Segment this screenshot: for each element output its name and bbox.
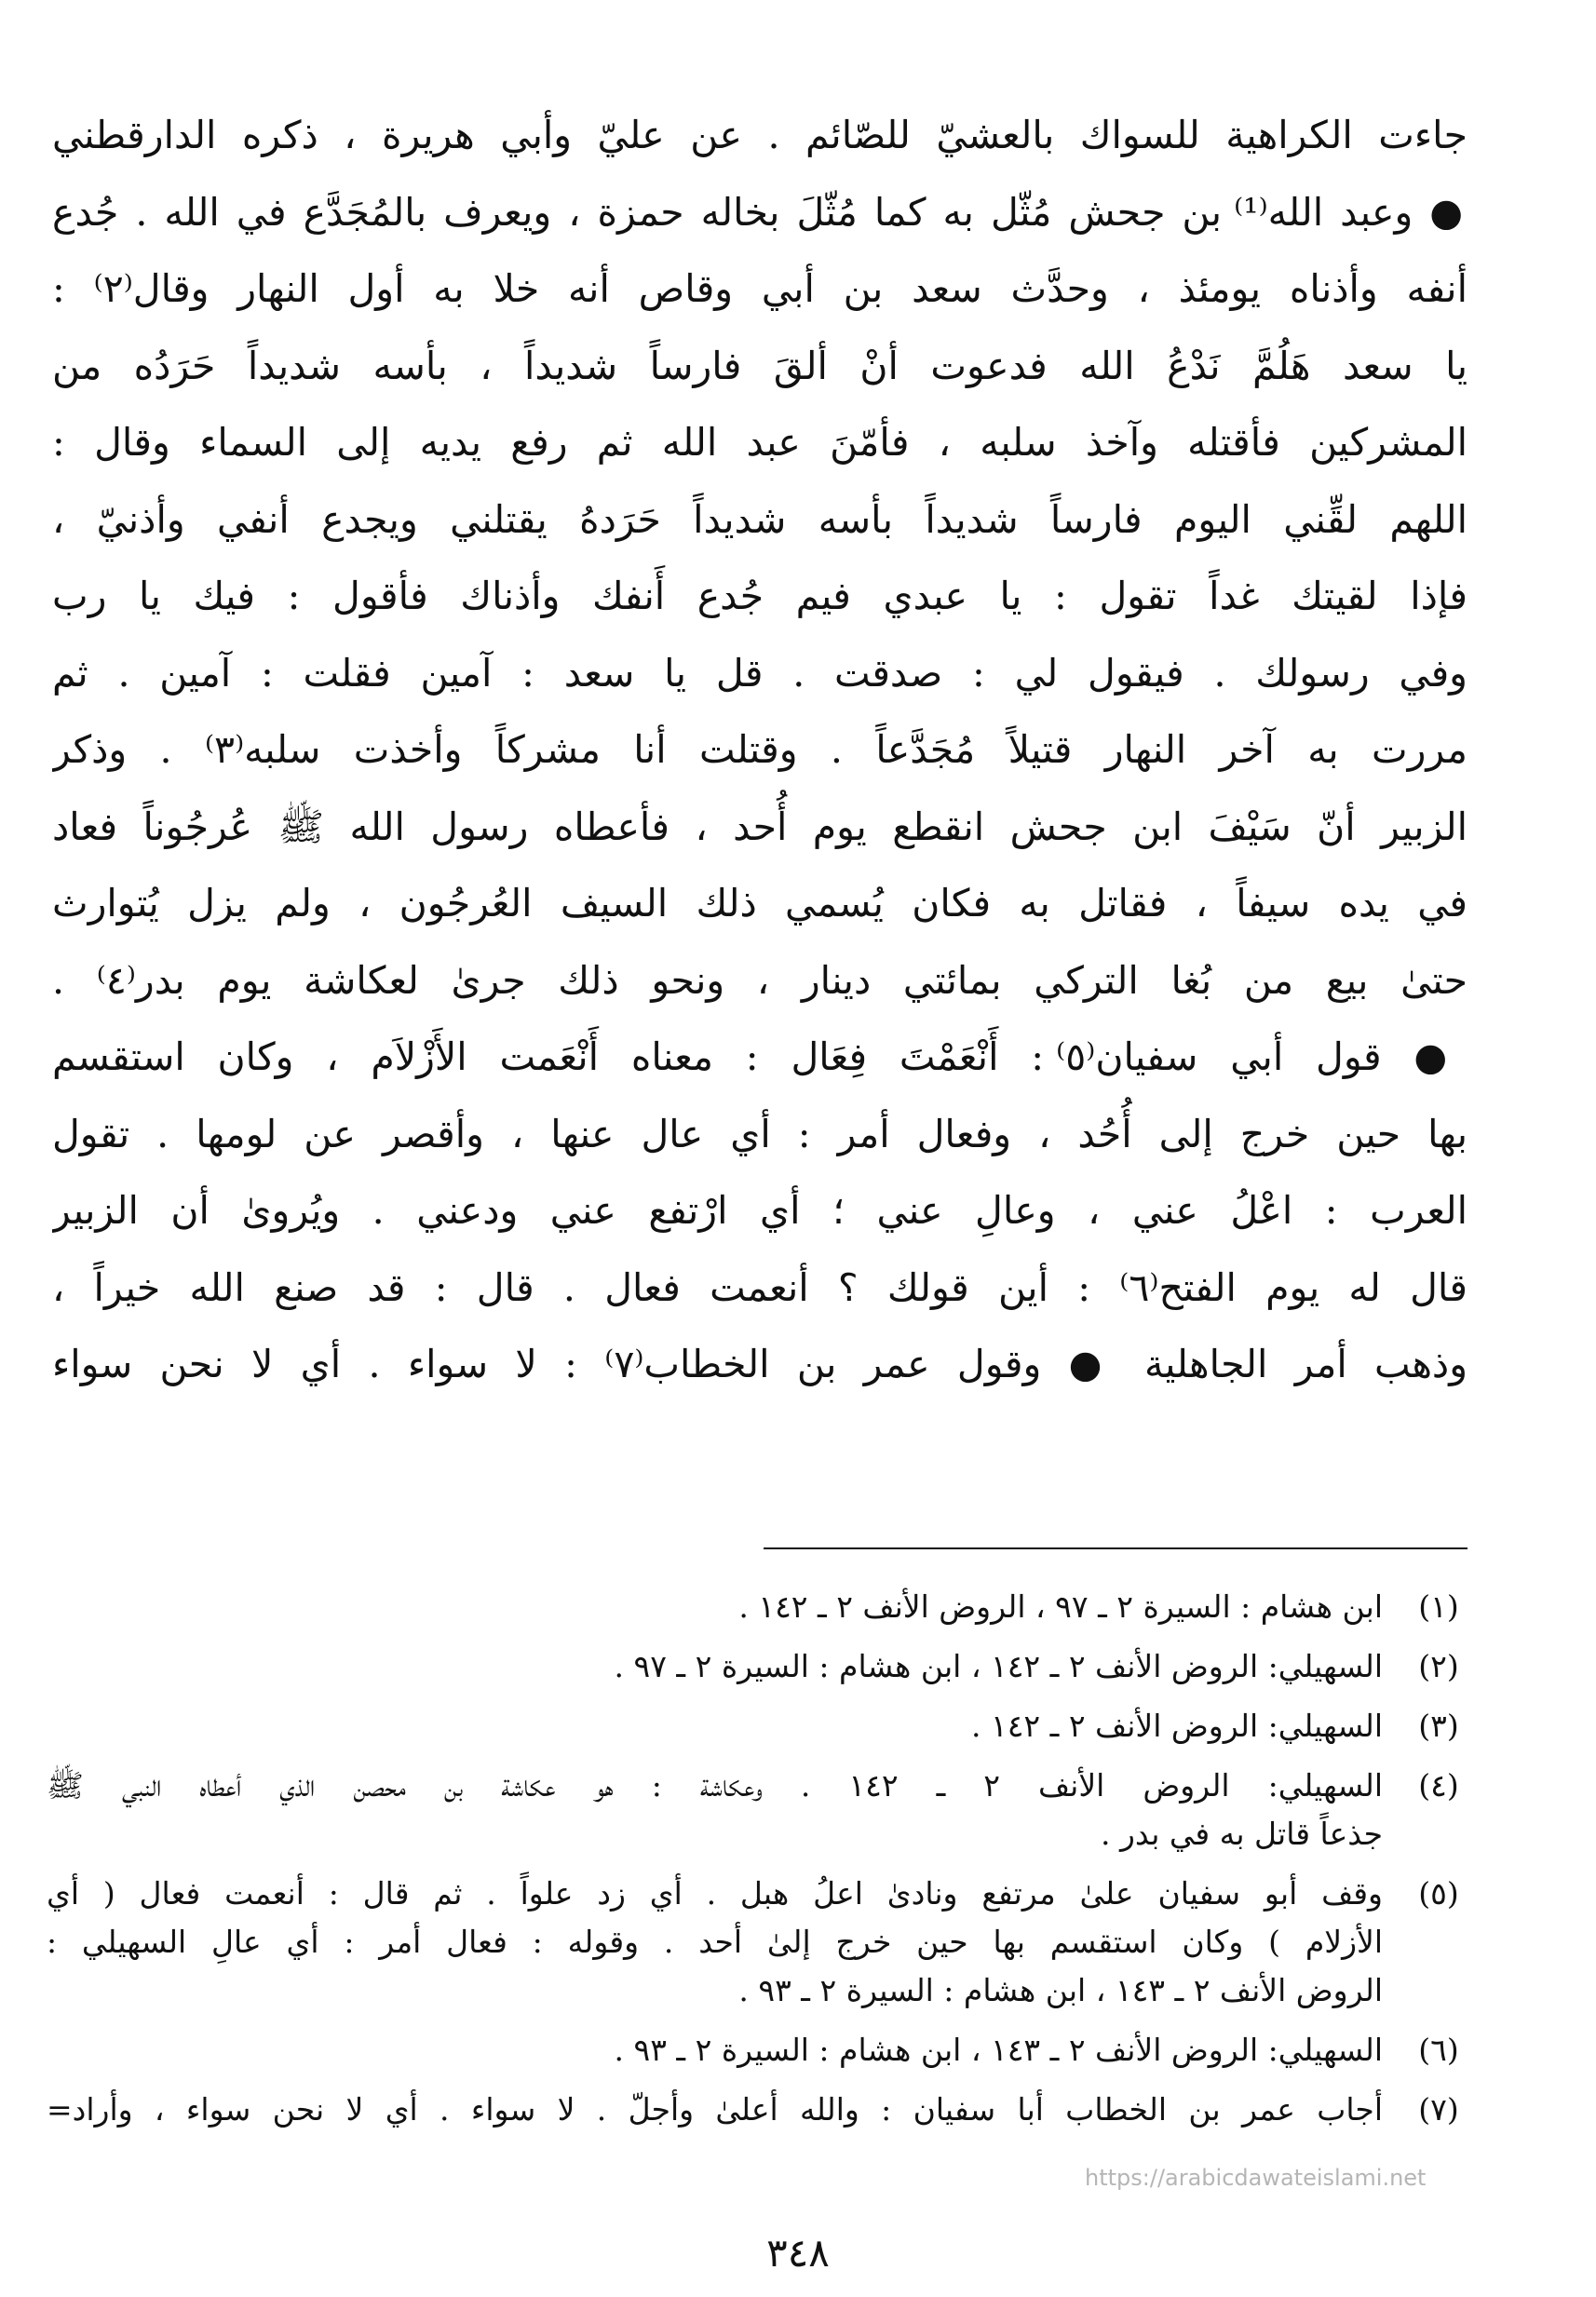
text-line: فإذا لقيتك غداً تقول : يا عبدي فيم جُدع أَنفك وأذناك فأقول : فيك يا رب (52, 574, 1468, 618)
page-number: ٣٤٨ (766, 2230, 830, 2276)
text-line: وفي رسولك . فيقول لي : صدقت . قل يا سعد : آمين فقلت : آمين . ثم (52, 650, 1468, 696)
footnote-line: السهيلي: الروض الأنف ٢ ـ ١٤٢ ، ابن هشام : السيرة ٢ ـ ٩٧ . (614, 1648, 1383, 1684)
footnote-line: الروض الأنف ٢ ـ ١٤٣ ، ابن هشام : السيرة ٢ ـ ٩٣ . (738, 1972, 1383, 2008)
footnote-line: وقف أبو سفيان علىٰ مرتفع ونادىٰ اعلُ هبل . أي زد علواً . ثم قال : أنعمت فعال ( أي (47, 1875, 1383, 1912)
footnote-5 (47, 1870, 1471, 2015)
text-line: العرب : اعْلُ عني ، وعالِ عني ؛ أي ارْتفع عني ودعني . ويُروىٰ أن الزبير (52, 1188, 1468, 1233)
footnote-number: (٧) (1418, 2091, 1459, 2128)
text-line: جاءت الكراهية للسواك بالعشيّ للصّائم . عن عليّ وأبي هريرة ، ذكره الدارقطني (52, 113, 1468, 157)
footnote-line: السهيلي: الروض الأنف ٢ ـ ١٤٢ . (970, 1708, 1383, 1744)
text-line: بها حين خرج إلى أُحُد ، وفعال أمر : أي عال عنها ، وأقصر عن لومها . تقول (52, 1111, 1468, 1156)
footnote-number: (١) (1418, 1588, 1459, 1625)
footnote-divider (764, 1547, 1468, 1549)
footnote-number: (٢) (1418, 1648, 1459, 1684)
text-line: في يده سيفاً ، فقاتل به فكان يُسمي ذلك السيف العُرجُون ، ولم يزل يُتوارث (52, 881, 1468, 926)
text-line: أنفه وأذناه يومئذ ، وحدَّث سعد بن أبي وقاص أنه خلا به أول النهار وقال⁽٢⁾ : (52, 266, 1468, 311)
footnotes (47, 1583, 1471, 2145)
text-line: مررت به آخر النهار قتيلاً مُجَدَّعاً . وقتلت أنا مشركاً وأخذت سلبه⁽٣⁾ . وذكر (52, 727, 1468, 772)
text-line: يا سعد هَلُمَّ نَدْعُ الله فدعوت أنْ ألقَ فارساً شديداً ، بأسه شديداً حَرَدُه من (52, 343, 1468, 388)
footnote-7 (47, 2086, 1471, 2134)
footnote-line: الأزلام ) وكان استقسم بها حين خرج إلىٰ أحد . وقوله : فعال أمر : أي عالِ السهيلي : (47, 1924, 1383, 1960)
text-line: الزبير أنّ سَيْفَ ابن جحش انقطع يوم أُحد ، فأعطاه رسول الله ﷺ عُرجُوناً فعاد (52, 804, 1468, 849)
text-line: ● قول أبي سفيان⁽٥⁾ : أَنْعَمْتَ فِعَال : معناه أَنْعَمت الأَزْلاَم ، وكان استقسم (52, 1034, 1468, 1079)
text-line: ● وعبد الله⁽¹⁾ بن جحش مُثّل به كما مُثّلَ بخاله حمزة ، ويعرف بالمُجَدَّع في الله . جُدع (52, 189, 1468, 235)
footnote-line: ابن هشام : السيرة ٢ ـ ٩٧ ، الروض الأنف ٢ ـ ١٤٢ . (738, 1588, 1383, 1625)
text-line: حتىٰ بيع من بُغا التركي بمائتي دينار ، ونحو ذلك جرىٰ لعكاشة يوم بدر⁽٤⁾ . (52, 957, 1468, 1003)
main-text (52, 97, 1468, 1403)
footnote-line: السهيلي: الروض الأنف ٢ ـ ١٤٣ ، ابن هشام : السيرة ٢ ـ ٩٣ . (614, 2032, 1383, 2068)
text-line: اللهم لقِّني اليوم فارساً شديداً بأسه شديداً حَرَدهُ يقتلني ويجدع أنفي وأذنيّ ، (52, 496, 1468, 542)
footnote-4 (47, 1762, 1471, 1858)
footnote-number: (٤) (1418, 1767, 1459, 1804)
footnote-number: (٣) (1418, 1708, 1459, 1744)
footnote-2 (47, 1642, 1471, 1691)
text-line: وذهب أمر الجاهلية ● وقول عمر بن الخطاب⁽٧⁾ : لا سواء . أي لا نحن سواء (52, 1342, 1468, 1386)
watermark-url: https://arabicdawateislami.net (1085, 2165, 1427, 2191)
footnote-number: (٥) (1418, 1875, 1459, 1912)
footnote-6 (47, 2026, 1471, 2074)
footnote-number: (٦) (1418, 2032, 1459, 2068)
footnote-3 (47, 1702, 1471, 1750)
footnote-line: أجاب عمر بن الخطاب أبا سفيان : والله أعلىٰ وأجلّ . لا سواء . أي لا نحن سواء ، وأراد= (47, 2091, 1383, 2128)
text-line: قال له يوم الفتح⁽٦⁾ : أين قولك ؟ أنعمت فعال . قال : قد صنع الله خيراً ، (52, 1264, 1468, 1310)
footnote-line: السهيلي: الروض الأنف ٢ ـ ١٤٢ . وعكاشة : هو عكاشة بن محصن الذي أعطاه النبي ﷺ (47, 1767, 1383, 1804)
text-line: المشركين فأقتله وآخذ سلبه ، فأمّنَ عبد الله ثم رفع يديه إلى السماء وقال : (52, 420, 1468, 465)
footnote-1 (47, 1583, 1471, 1631)
footnote-line: جذعاً قاتل به في بدر . (1100, 1816, 1383, 1852)
